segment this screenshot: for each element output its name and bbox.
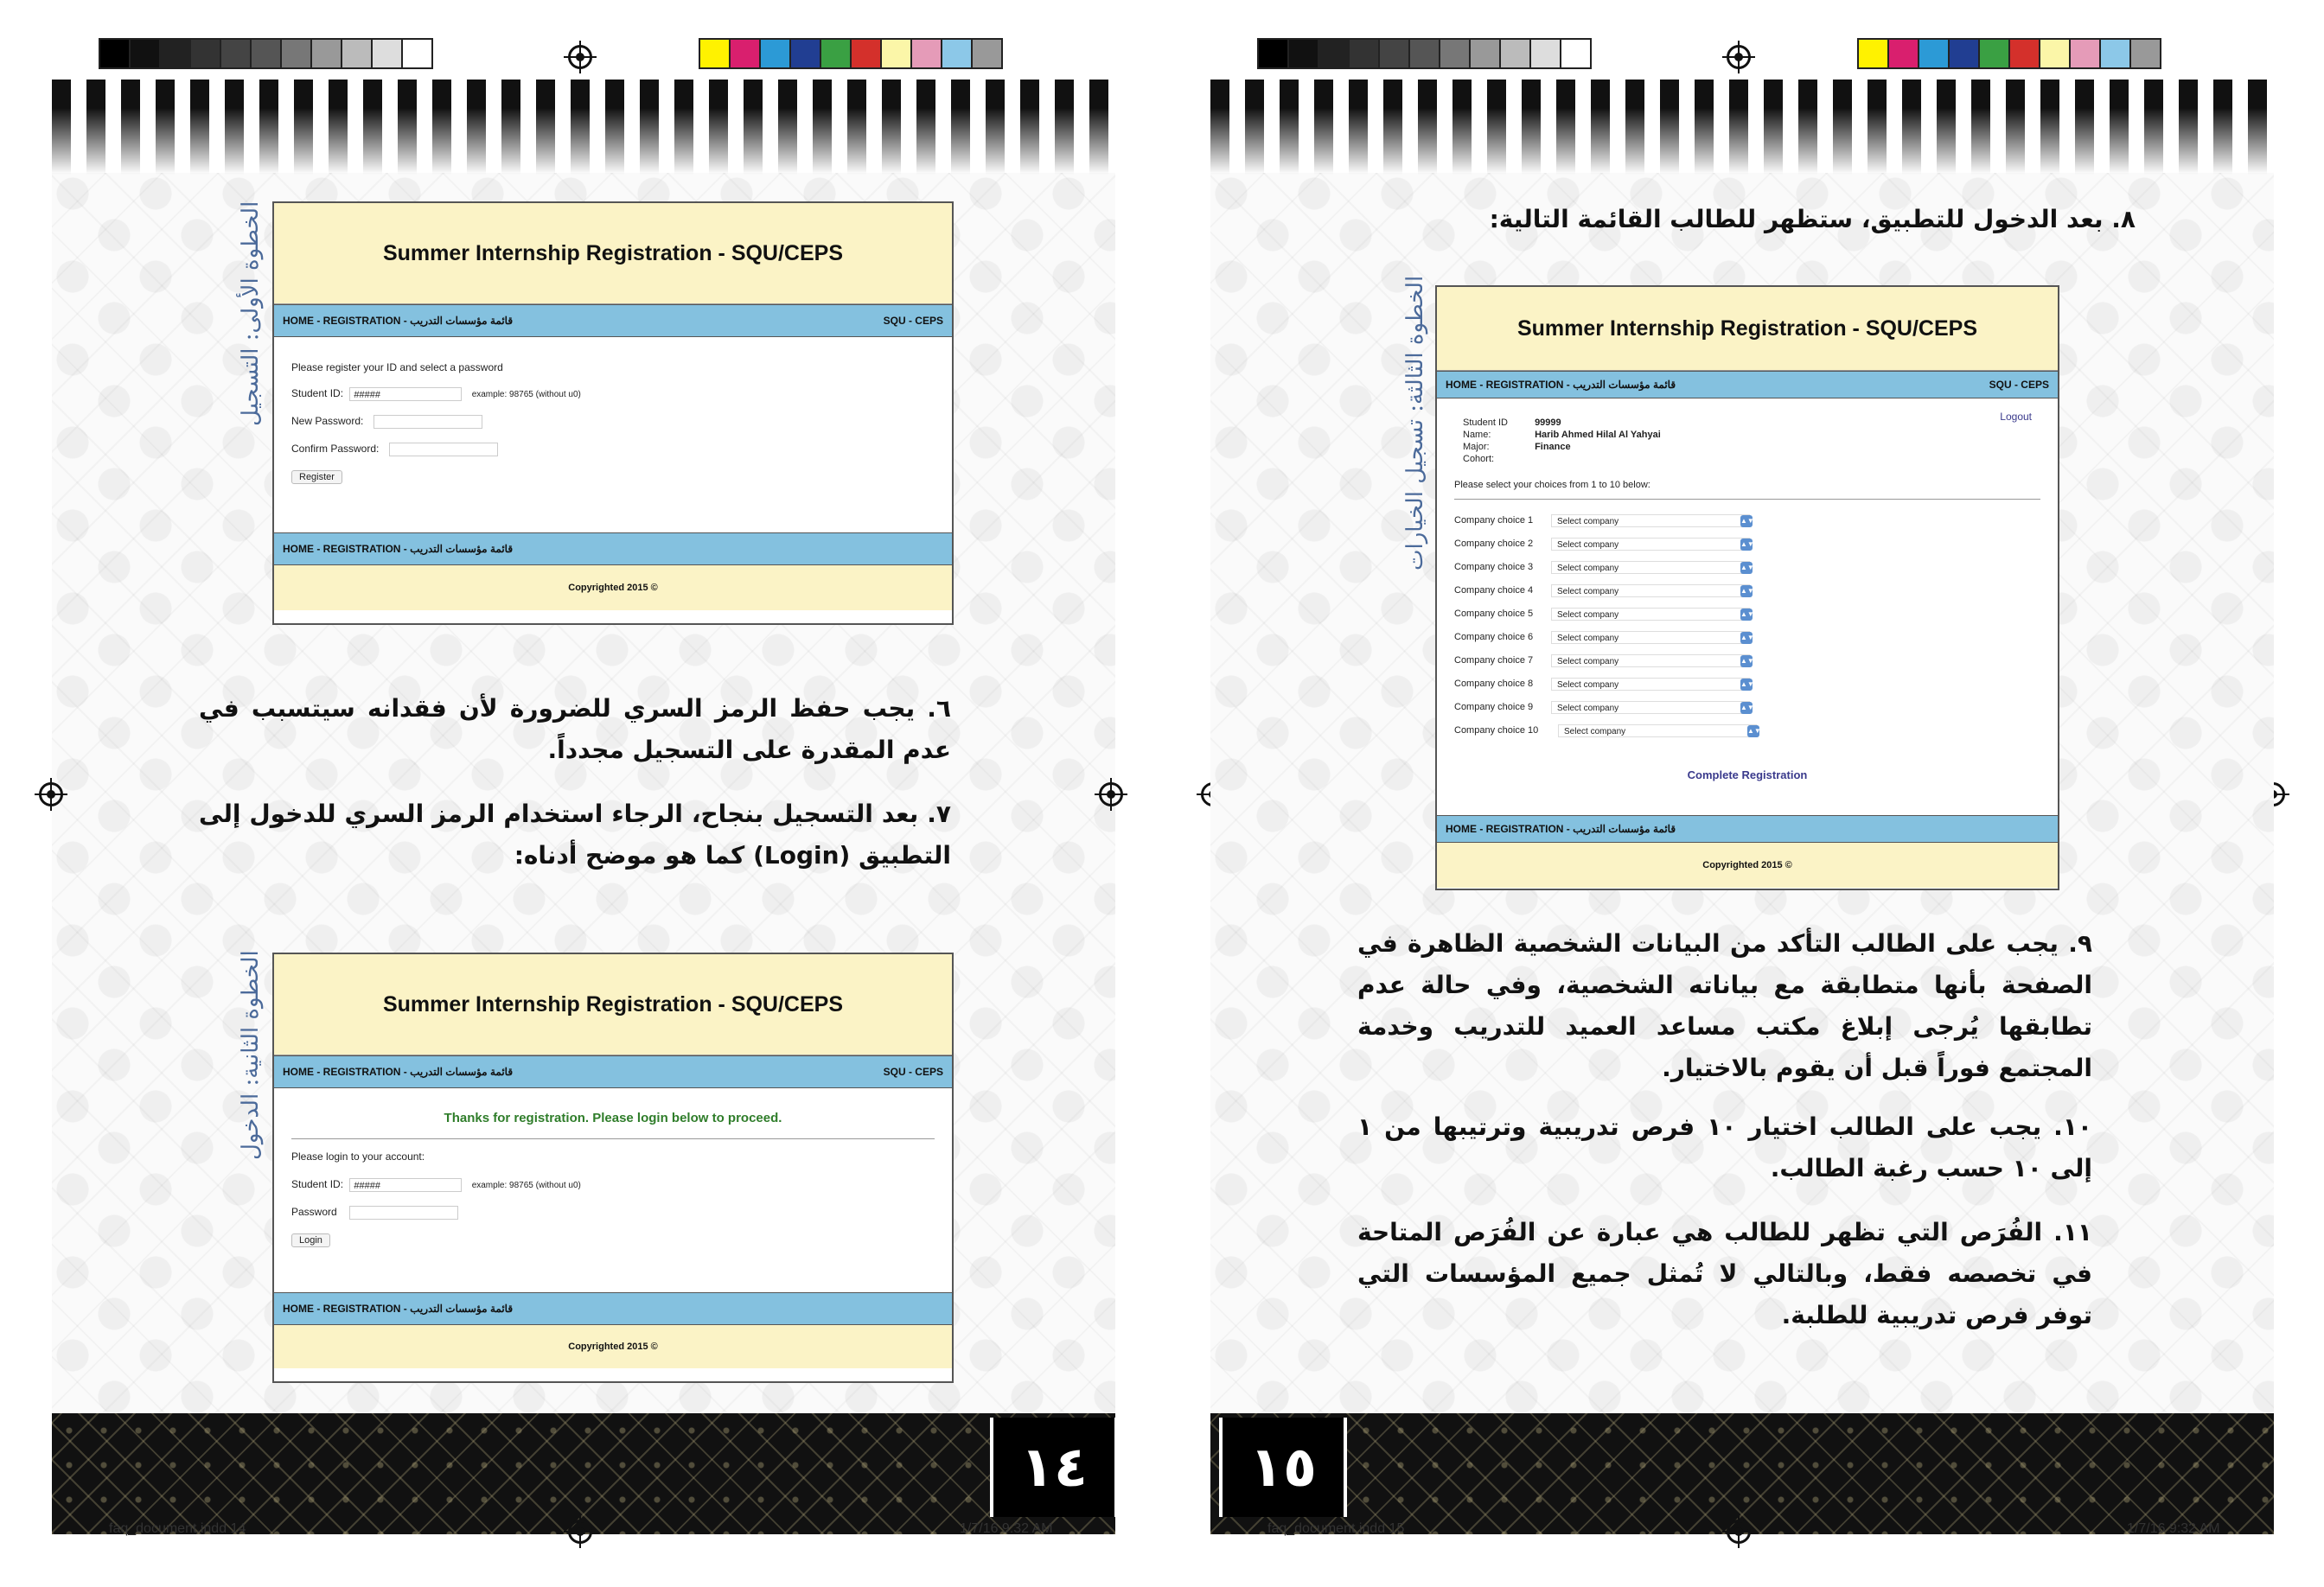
chevron-down-icon: ▲▼ — [1740, 562, 1753, 574]
company-select[interactable] — [1551, 608, 1754, 621]
divider — [1454, 499, 2040, 500]
nav-squ-ceps-link[interactable]: SQU - CEPS — [883, 315, 943, 327]
new-password-input[interactable] — [374, 415, 482, 429]
copyright-footer: Copyrighted 2015 © — [274, 1325, 952, 1368]
company-select[interactable] — [1551, 654, 1754, 667]
chevron-down-icon: ▲▼ — [1747, 725, 1759, 737]
left-page — [52, 0, 1115, 1587]
registration-mark-icon — [1727, 1520, 1751, 1544]
company-select[interactable] — [1551, 701, 1754, 714]
company-select-value: Select company — [1557, 704, 1619, 713]
nav-home-registration-link[interactable]: HOME - REGISTRATION - قائمة مؤسسات التدريب — [283, 315, 514, 327]
footer-nav-bar — [1437, 815, 2058, 843]
company-choice-row — [1454, 678, 1754, 691]
name-value: Harib Ahmed Hilal Al Yahyai — [1535, 430, 1661, 440]
registration-mark-icon — [568, 45, 592, 69]
company-choice-label: Company choice 2 — [1454, 539, 1534, 550]
login-screenshot — [272, 953, 954, 1383]
major-value: Finance — [1535, 442, 1571, 452]
company-select-value: Select company — [1557, 610, 1619, 620]
copyright-footer: Copyrighted 2015 © — [1437, 843, 2058, 888]
company-choice-row — [1454, 724, 1761, 737]
footer-nav-home-registration-link[interactable]: HOME - REGISTRATION - قائمة مؤسسات التدريب — [283, 1303, 514, 1315]
company-select[interactable] — [1551, 678, 1754, 691]
app-title: Summer Internship Registration - SQU/CEPS — [274, 954, 952, 1055]
company-choice-row — [1454, 701, 1754, 714]
company-select-value: Select company — [1564, 727, 1626, 736]
registration-mark-icon — [568, 1520, 592, 1544]
grayscale-color-bar — [1257, 38, 1590, 73]
company-choice-row — [1454, 561, 1754, 574]
register-intro: Please register your ID and select a password — [291, 361, 503, 373]
student-id-example: example: 98765 (without u0) — [471, 390, 581, 400]
nav-squ-ceps-link[interactable]: SQU - CEPS — [1989, 379, 2049, 391]
registration-mark-icon — [1727, 45, 1751, 69]
registration-screenshot — [272, 201, 954, 625]
step1-label: الخطوة الأولى: التسجيل — [238, 201, 264, 426]
company-choice-label: Company choice 3 — [1454, 562, 1534, 573]
chevron-down-icon: ▲▼ — [1740, 609, 1753, 621]
page-number: ١٤ — [990, 1418, 1118, 1517]
chevron-down-icon: ▲▼ — [1740, 539, 1753, 551]
slug-date: 1/7/16 9:32 AM — [960, 1521, 1053, 1536]
company-select[interactable] — [1551, 538, 1754, 551]
company-select-value: Select company — [1557, 657, 1619, 666]
company-select-value: Select company — [1557, 540, 1619, 550]
registration-mark-icon — [39, 782, 63, 806]
company-select-value: Select company — [1557, 587, 1619, 596]
footer-nav-home-registration-link[interactable]: HOME - REGISTRATION - قائمة مؤسسات التدريب — [283, 543, 514, 555]
slug-filename: faq_document.indd 14 — [109, 1521, 246, 1536]
nav-home-registration-link[interactable]: HOME - REGISTRATION - قائمة مؤسسات التدريب — [1446, 379, 1676, 391]
cohort-label: Cohort: — [1463, 454, 1495, 464]
crop-bars — [1210, 80, 2274, 175]
company-choice-row — [1454, 608, 1754, 621]
company-choice-row — [1454, 631, 1754, 644]
company-select-value: Select company — [1557, 680, 1619, 690]
login-intro: Please login to your account: — [291, 1150, 425, 1163]
company-select-value: Select company — [1557, 564, 1619, 573]
company-select-value: Select company — [1557, 634, 1619, 643]
company-choice-row — [1454, 538, 1754, 551]
company-choice-label: Company choice 7 — [1454, 655, 1534, 666]
nav-bar — [274, 304, 952, 337]
company-select[interactable] — [1551, 631, 1754, 644]
register-button[interactable]: Register — [291, 470, 342, 484]
footer-nav-bar — [274, 1292, 952, 1325]
new-password-label: New Password: — [291, 415, 364, 428]
choices-instruction: Please select your choices from 1 to 10 below: — [1454, 480, 1650, 490]
process-color-bar — [1857, 38, 2160, 73]
crop-bars — [52, 80, 1115, 175]
nav-bar — [1437, 371, 2058, 398]
company-choice-label: Company choice 4 — [1454, 585, 1534, 596]
company-select[interactable] — [1551, 584, 1754, 597]
chevron-down-icon: ▲▼ — [1740, 655, 1753, 667]
confirm-password-input[interactable] — [389, 443, 498, 456]
student-id-label: Student ID: — [291, 1178, 344, 1191]
paragraph-7: ٧. بعد التسجيل بنجاح، الرجاء استخدام الرمز السري للدخول إلى التطبيق (Login) كما هو موضح أدناه: — [199, 800, 951, 870]
registration-success-message: Thanks for registration. Please login below to proceed. — [444, 1111, 782, 1125]
company-choice-label: Company choice 5 — [1454, 609, 1534, 620]
confirm-password-label: Confirm Password: — [291, 443, 380, 456]
paragraph-10: ١٠. يجب على الطالب اختيار ١٠ فرص تدريبية وترتيبها من ١ إلى ١٠ حسب رغبة الطالب. — [1357, 1112, 2093, 1182]
chevron-down-icon: ▲▼ — [1740, 679, 1753, 691]
chevron-down-icon: ▲▼ — [1740, 632, 1753, 644]
registration-mark-icon — [1099, 782, 1123, 806]
nav-home-registration-link[interactable]: HOME - REGISTRATION - قائمة مؤسسات التدريب — [283, 1066, 514, 1078]
chevron-down-icon: ▲▼ — [1740, 515, 1753, 527]
company-select[interactable] — [1558, 724, 1761, 737]
slug-date: 1/7/16 9:32 AM — [2127, 1521, 2220, 1536]
page-number: ١٥ — [1219, 1418, 1347, 1517]
company-choice-label: Company choice 10 — [1454, 725, 1539, 736]
app-title: Summer Internship Registration - SQU/CEPS — [274, 203, 952, 304]
password-label: Password — [291, 1206, 337, 1219]
student-id-input[interactable]: ##### — [349, 387, 462, 401]
paragraph-11: ١١. الفُرَص التي تظهر للطالب هي عبارة عن الفُرَص المتاحة في تخصصه فقط، وبالتالي لا تُمثل جميع المؤسسات التي توفر فرص تدريبية للطلبة. — [1357, 1218, 2092, 1329]
company-choice-label: Company choice 8 — [1454, 679, 1534, 690]
company-choice-row — [1454, 584, 1754, 597]
company-choice-label: Company choice 6 — [1454, 632, 1534, 643]
divider — [291, 1138, 935, 1139]
registration-form — [274, 337, 952, 532]
password-input[interactable] — [349, 1206, 458, 1220]
paragraph-8: ٨. بعد الدخول للتطبيق، ستظهر للطالب القائمة التالية: — [1489, 205, 2136, 233]
student-id-value: 99999 — [1535, 417, 1561, 428]
name-label: Name: — [1463, 430, 1491, 440]
copyright-footer: Copyrighted 2015 © — [274, 565, 952, 610]
login-form — [274, 1088, 952, 1292]
footer-nav-bar — [274, 532, 952, 565]
student-id-label: Student ID — [1463, 417, 1508, 428]
chevron-down-icon: ▲▼ — [1740, 702, 1753, 714]
student-id-label: Student ID: — [291, 387, 344, 400]
choices-form — [1437, 398, 2058, 815]
chevron-down-icon: ▲▼ — [1740, 585, 1753, 597]
student-id-input[interactable]: ##### — [349, 1178, 462, 1192]
decorative-footer-band — [1210, 1413, 2274, 1534]
grayscale-color-bar — [99, 38, 431, 73]
login-button[interactable]: Login — [291, 1233, 330, 1247]
paragraph-9: ٩. يجب على الطالب التأكد من البيانات الشخصية الظاهرة في الصفحة بأنها متطابقة مع بياناته الشخصية، وفي حالة عدم تطابقها يُرجى إبلاغ مكتب مساعد العميد للتدريب وخدمة المجتمع فوراً قبل أن يقوم بالاختيار. — [1357, 929, 2092, 1082]
decorative-footer-band — [52, 1413, 1115, 1534]
complete-registration-button[interactable]: Complete Registration — [1687, 768, 1808, 781]
process-color-bar — [699, 38, 1001, 73]
student-id-example: example: 98765 (without u0) — [471, 1181, 581, 1191]
paragraph-6: ٦. يجب حفظ الرمز السري للضرورة لأن فقدانه سيتسبب في عدم المقدرة على التسجيل مجدداً. — [199, 694, 951, 764]
step3-label: الخطوة الثالثة: تسجيل الخيارات — [1402, 275, 1428, 570]
footer-nav-home-registration-link[interactable]: HOME - REGISTRATION - قائمة مؤسسات التدريب — [1446, 823, 1676, 835]
major-label: Major: — [1463, 442, 1490, 452]
company-choice-row — [1454, 654, 1754, 667]
step2-label: الخطوة الثانية: الدخول — [238, 950, 264, 1160]
company-select-value: Select company — [1557, 517, 1619, 526]
company-choice-row — [1454, 514, 1754, 527]
logout-link[interactable]: Logout — [2000, 411, 2032, 423]
company-select[interactable] — [1551, 514, 1754, 527]
nav-squ-ceps-link[interactable]: SQU - CEPS — [883, 1066, 943, 1078]
choices-screenshot — [1435, 285, 2059, 890]
company-choice-label: Company choice 9 — [1454, 702, 1534, 713]
nav-bar — [274, 1055, 952, 1088]
company-choice-label: Company choice 1 — [1454, 515, 1534, 526]
right-page — [1210, 0, 2274, 1587]
slug-filename: faq_document.indd 15 — [1267, 1521, 1405, 1536]
company-select[interactable] — [1551, 561, 1754, 574]
app-title: Summer Internship Registration - SQU/CEPS — [1437, 287, 2058, 371]
